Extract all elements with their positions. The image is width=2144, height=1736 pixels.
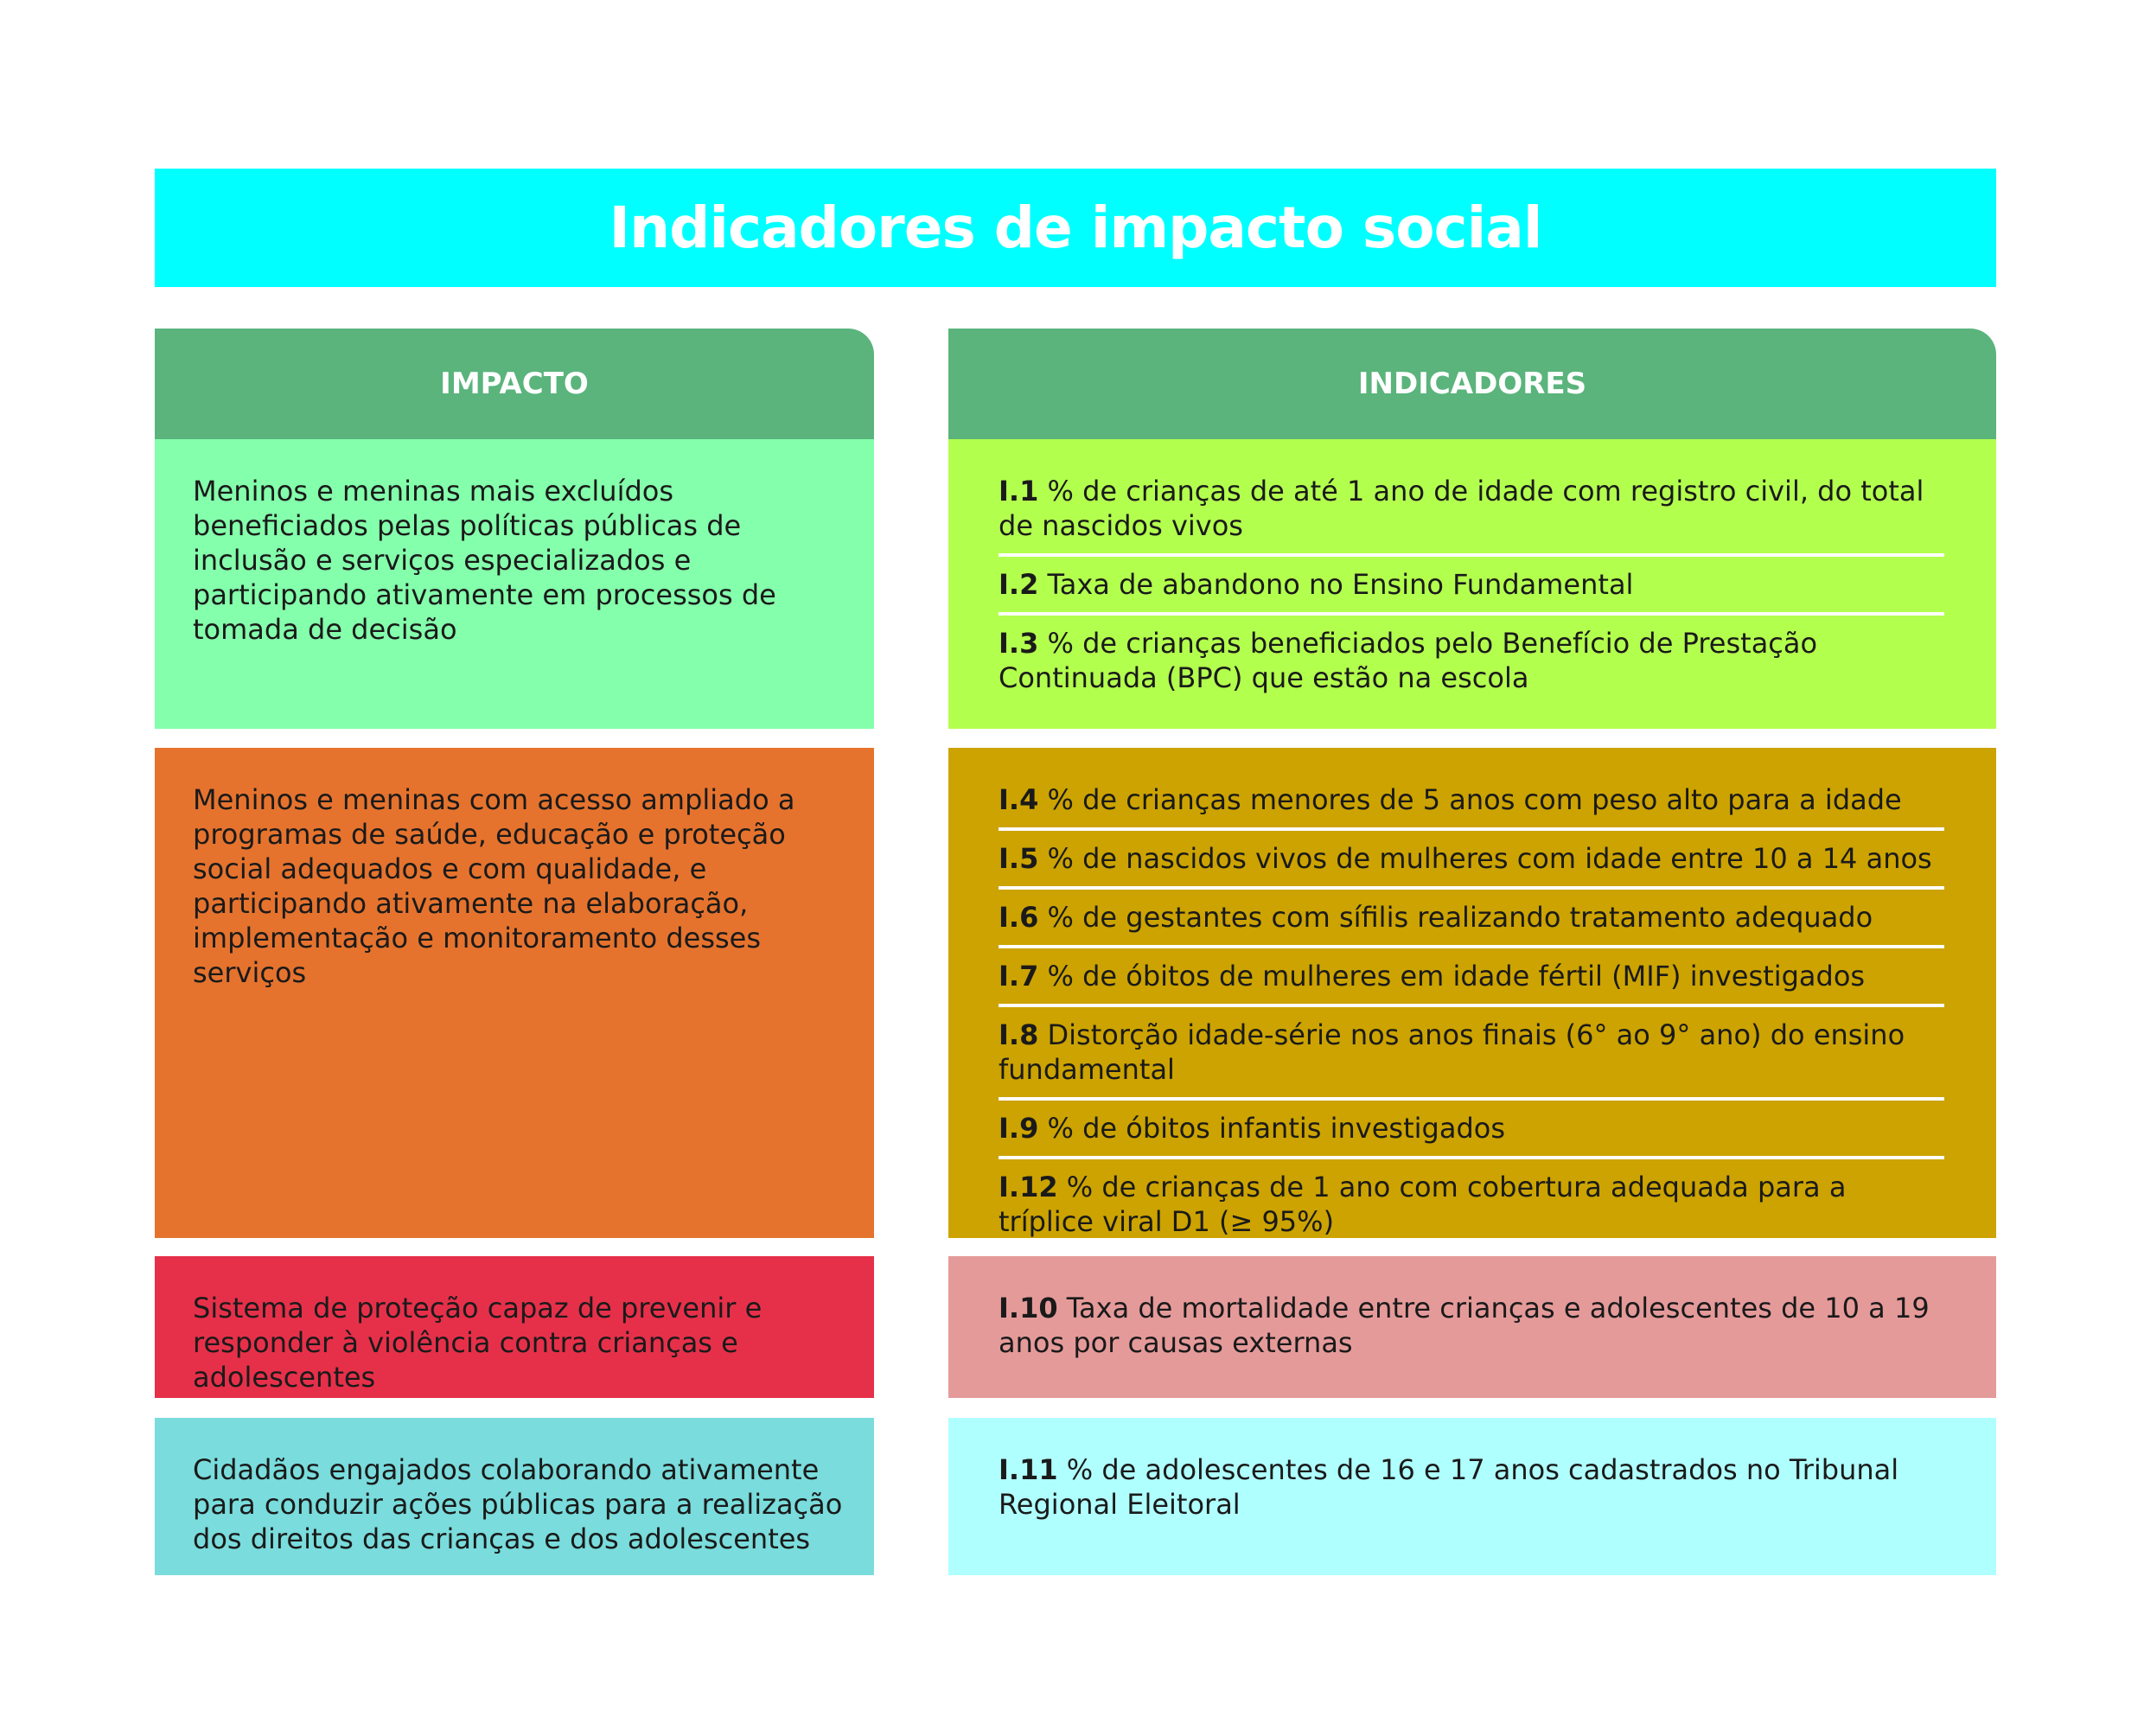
indicator-code: I.12 bbox=[999, 1171, 1058, 1203]
indicator-item bbox=[999, 626, 1944, 695]
indicator-text: % de adolescentes de 16 e 17 anos cadastrados no Tribunal Regional Eleitoral bbox=[999, 1453, 1899, 1521]
indicators-cell-3 bbox=[948, 1256, 1996, 1398]
indicator-list bbox=[999, 474, 1944, 695]
impact-column-header: IMPACTO bbox=[155, 329, 874, 439]
indicator-text: % de óbitos infantis investigados bbox=[1047, 1112, 1505, 1145]
indicator-list bbox=[999, 1291, 1944, 1360]
indicator-text: Taxa de mortalidade entre crianças e adolescentes de 10 a 19 anos por causas externas bbox=[999, 1292, 1930, 1359]
indicator-text: % de crianças beneficiados pelo Benefício de Prestação Continuada (BPC) que estão na escola bbox=[999, 627, 1818, 694]
indicator-item bbox=[999, 1170, 1944, 1239]
impact-cell-1: Meninos e meninas mais excluídos beneficiados pelas políticas públicas de inclusão e serviços especializados e participando ativamente em processos de tomada de decisão bbox=[155, 439, 874, 729]
indicator-code: I.10 bbox=[999, 1292, 1058, 1324]
indicator-code: I.3 bbox=[999, 627, 1039, 660]
indicators-column-header: INDICADORES bbox=[948, 329, 1996, 439]
impact-cell-4: Cidadãos engajados colaborando ativamente para conduzir ações públicas para a realização dos direitos das crianças e dos adolescentes bbox=[155, 1418, 874, 1575]
indicator-item bbox=[999, 1018, 1944, 1101]
indicator-code: I.9 bbox=[999, 1112, 1039, 1145]
indicator-code: I.4 bbox=[999, 783, 1039, 816]
indicator-item bbox=[999, 782, 1944, 831]
indicator-item bbox=[999, 841, 1944, 890]
indicator-code: I.5 bbox=[999, 842, 1039, 875]
indicators-cell-4 bbox=[948, 1418, 1996, 1575]
indicator-text: Taxa de abandono no Ensino Fundamental bbox=[1047, 568, 1634, 601]
indicator-text: Distorção idade-série nos anos finais (6° ao 9° ano) do ensino fundamental bbox=[999, 1018, 1905, 1086]
indicator-code: I.2 bbox=[999, 568, 1039, 601]
impact-cell-3: Sistema de proteção capaz de prevenir e responder à violência contra crianças e adolescentes bbox=[155, 1256, 874, 1398]
indicator-text: % de gestantes com sífilis realizando tratamento adequado bbox=[1047, 901, 1873, 934]
indicator-item bbox=[999, 1452, 1944, 1522]
indicator-item bbox=[999, 1111, 1944, 1159]
indicator-code: I.7 bbox=[999, 960, 1039, 992]
indicator-list bbox=[999, 1452, 1944, 1522]
indicator-code: I.1 bbox=[999, 475, 1039, 507]
indicator-item bbox=[999, 1291, 1944, 1360]
indicator-text: % de crianças de até 1 ano de idade com registro civil, do total de nascidos vivos bbox=[999, 475, 1924, 542]
title-banner bbox=[155, 169, 1996, 287]
indicator-code: I.11 bbox=[999, 1453, 1058, 1486]
indicator-text: % de nascidos vivos de mulheres com idade entre 10 a 14 anos bbox=[1047, 842, 1932, 875]
indicator-code: I.6 bbox=[999, 901, 1039, 934]
impact-cell-2: Meninos e meninas com acesso ampliado a programas de saúde, educação e proteção social adequados e com qualidade, e participando ativamente na elaboração, implementação e monitoramento desses serviços bbox=[155, 748, 874, 1238]
indicators-cell-2 bbox=[948, 748, 1996, 1238]
indicator-item bbox=[999, 959, 1944, 1007]
indicator-item bbox=[999, 900, 1944, 948]
indicator-text: % de óbitos de mulheres em idade fértil (MIF) investigados bbox=[1047, 960, 1866, 992]
indicator-text: % de crianças menores de 5 anos com peso alto para a idade bbox=[1047, 783, 1902, 816]
indicator-item bbox=[999, 567, 1944, 616]
indicator-list bbox=[999, 782, 1944, 1239]
page-title: Indicadores de impacto social bbox=[609, 195, 1542, 261]
indicator-item bbox=[999, 474, 1944, 557]
indicator-text: % de crianças de 1 ano com cobertura adequada para a tríplice viral D1 (≥ 95%) bbox=[999, 1171, 1847, 1238]
indicators-cell-1 bbox=[948, 439, 1996, 729]
indicator-code: I.8 bbox=[999, 1018, 1039, 1051]
